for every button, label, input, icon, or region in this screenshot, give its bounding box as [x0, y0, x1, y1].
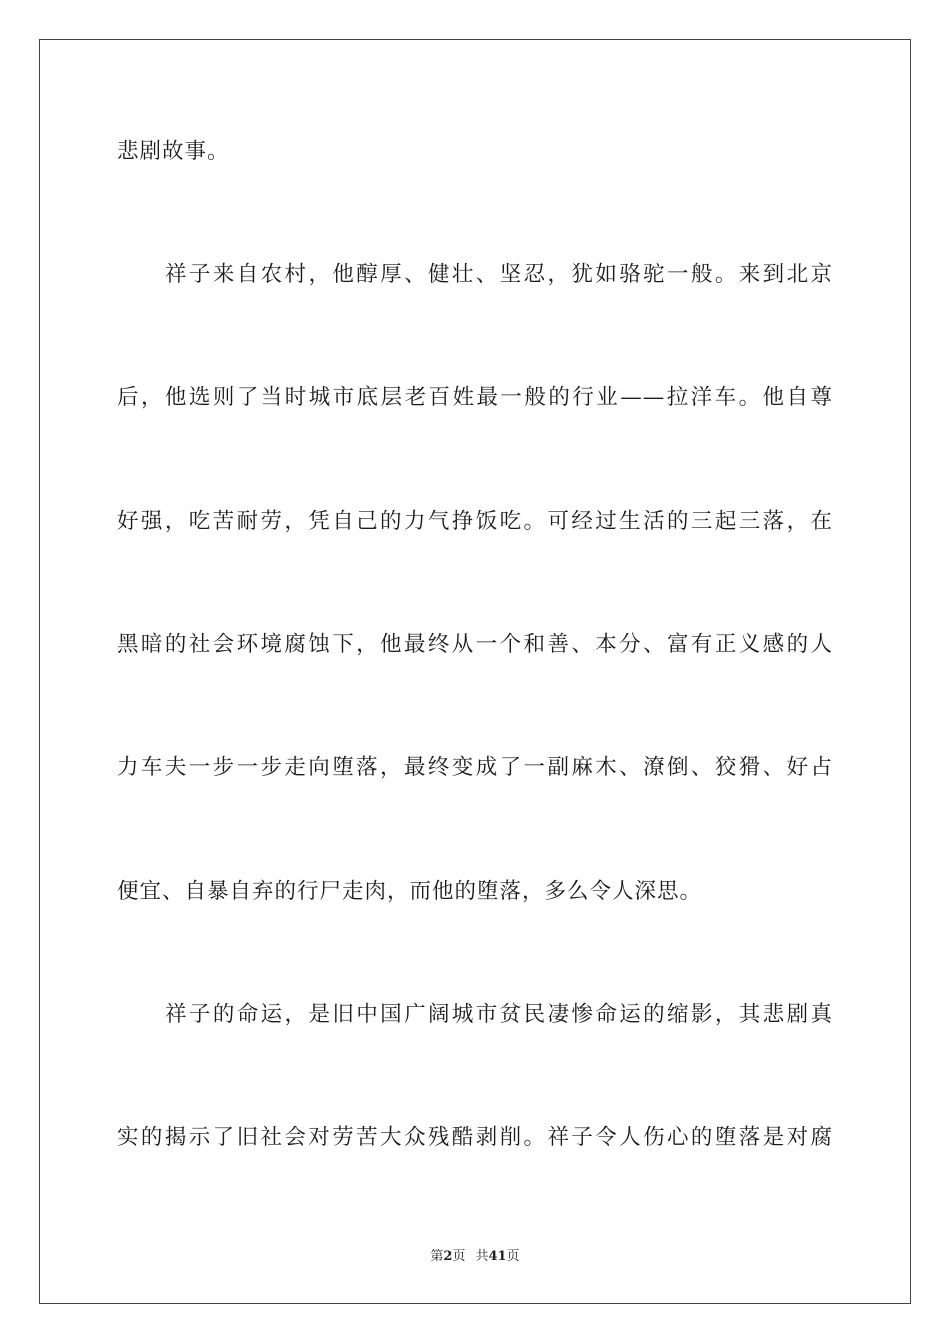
text-line-8: 祥子的命运，是旧中国广阔城市贫民凄惨命运的缩影，其悲剧真 [165, 1002, 833, 1027]
text-line-7: 便宜、自暴自弃的行尸走肉，而他的堕落，多么令人深思。 [117, 879, 703, 904]
text-line-4: 好强，吃苦耐劳，凭自己的力气挣饭吃。可经过生活的三起三落，在 [117, 509, 833, 534]
text-line-6: 力车夫一步一步走向堕落，最终变成了一副麻木、潦倒、狡猾、好占 [117, 755, 833, 780]
page-suffix: 页 [452, 1249, 466, 1264]
total-prefix: 共 [475, 1249, 489, 1264]
page-footer [0, 1248, 950, 1266]
page-prefix: 第 [430, 1249, 444, 1264]
text-line-2: 祥子来自农村，他醇厚、健壮、坚忍，犹如骆驼一般。来到北京 [165, 262, 833, 287]
page-number: 2 [443, 1249, 453, 1264]
text-line-5: 黑暗的社会环境腐蚀下，他最终从一个和善、本分、富有正义感的人 [117, 632, 833, 657]
text-line-3: 后，他选则了当时城市底层老百姓最一般的行业——拉洋车。他自尊 [117, 385, 833, 410]
total-suffix: 页 [506, 1249, 520, 1264]
total-pages: 41 [488, 1249, 507, 1264]
page-border [39, 39, 911, 1304]
text-line-1: 悲剧故事。 [117, 139, 230, 164]
text-line-9: 实的揭示了旧社会对劳苦大众残酷剥削。祥子令人伤心的堕落是对腐 [117, 1125, 833, 1150]
